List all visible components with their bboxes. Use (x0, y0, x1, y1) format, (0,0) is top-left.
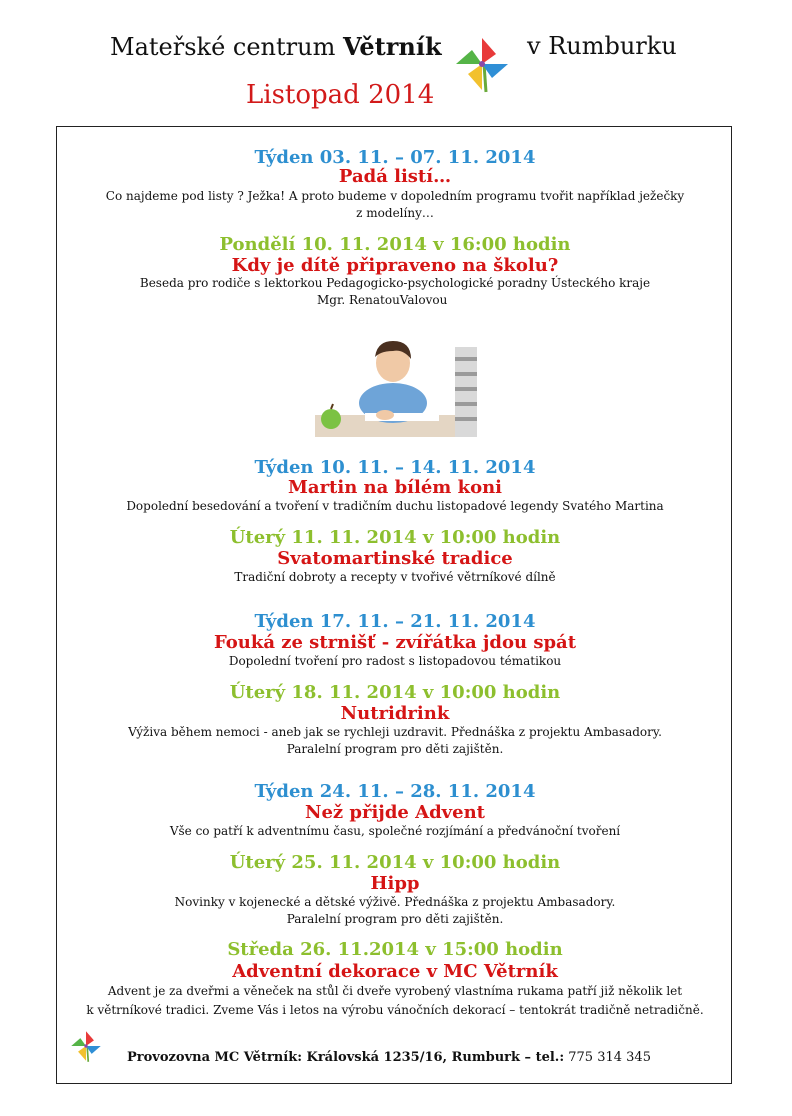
event-title: Kdy je dítě připraveno na školu? (231, 255, 559, 276)
event-title: Martin na bílém koni (287, 477, 503, 498)
child-writing-photo (315, 327, 477, 437)
event-heading: Týden 03. 11. – 07. 11. 2014 (254, 147, 536, 168)
event-desc: Mgr. RenatouValovou (317, 293, 448, 307)
event-desc: Beseda pro rodiče s lektorkou Pedagogicko-psychologické poradny Ústeckého kraje (139, 276, 651, 290)
page-header (0, 22, 792, 82)
event-title: Hipp (370, 873, 420, 894)
event-desc: Paralelní program pro děti zajištěn. (286, 742, 504, 756)
event-title: Než přijde Advent (305, 802, 485, 823)
header-city: v Rumburku (527, 32, 677, 60)
event-title: Nutridrink (340, 703, 450, 724)
event-heading: Středa 26. 11.2014 v 15:00 hodin (227, 939, 563, 960)
pinwheel-icon (452, 34, 512, 94)
event-desc: Novinky v kojenecké a dětské výživě. Přednáška z projektu Ambasadory. (174, 895, 616, 909)
event-title: Padá listí… (338, 166, 452, 187)
event-desc: Dopolední besedování a tvoření v tradičním duchu listopadové legendy Svatého Martina (126, 499, 664, 513)
event-heading: Týden 17. 11. – 21. 11. 2014 (254, 611, 536, 632)
header-title: Mateřské centrum Větrník (110, 32, 442, 61)
footer-contact (127, 1050, 651, 1065)
event-title: Fouká ze strnišť - zvířátka jdou spát (213, 632, 577, 653)
event-desc: Tradiční dobroty a recepty v tvořivé větrníkové dílně (234, 570, 556, 584)
program-box (56, 126, 732, 1084)
month-title: Listopad 2014 (246, 80, 435, 110)
event-title: Svatomartinské tradice (277, 548, 513, 569)
event-desc: Dopolední tvoření pro radost s listopadovou tématikou (228, 654, 562, 668)
footer-phone: 775 314 345 (568, 1050, 651, 1065)
brand-name: Větrník (342, 32, 442, 61)
event-desc: Výživa během nemoci - aneb jak se rychleji uzdravit. Přednáška z projektu Ambasadory. (128, 725, 662, 739)
event-heading: Úterý 18. 11. 2014 v 10:00 hodin (229, 682, 561, 703)
pinwheel-icon (69, 1029, 103, 1063)
footer-address: Provozovna MC Větrník: Královská 1235/16, Rumburk – tel.: (127, 1050, 565, 1065)
event-heading: Týden 10. 11. – 14. 11. 2014 (254, 457, 536, 478)
event-heading: Pondělí 10. 11. 2014 v 16:00 hodin (219, 234, 571, 255)
event-desc: k větrníkové tradici. Zveme Vás i letos na výrobu vánočních dekorací – tentokrát tradičně netradičně. (86, 1003, 704, 1017)
event-heading: Úterý 25. 11. 2014 v 10:00 hodin (229, 852, 561, 873)
event-desc: Co najdeme pod listy ? Ježka! A proto budeme v dopoledním programu tvořit například ježečky (105, 189, 685, 203)
event-desc: Advent je za dveřmi a věneček na stůl či dveře vyrobený vlastníma rukama patří již několik let (107, 984, 683, 998)
event-desc: Vše co patří k adventnímu času, společné rozjímání a předvánoční tvoření (169, 824, 621, 838)
event-heading: Týden 24. 11. – 28. 11. 2014 (254, 781, 536, 802)
event-title: Adventní dekorace v MC Větrník (232, 961, 558, 982)
event-desc: z modelíny… (356, 206, 434, 220)
event-heading: Úterý 11. 11. 2014 v 10:00 hodin (229, 527, 561, 548)
event-desc: Paralelní program pro děti zajištěn. (286, 912, 504, 926)
